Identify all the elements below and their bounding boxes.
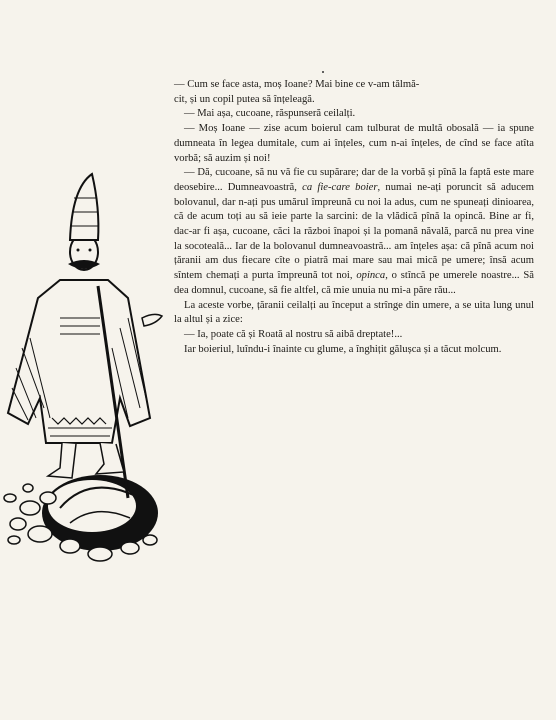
italic-word: opinca (356, 270, 386, 282)
story-text (174, 78, 534, 357)
peasant-illustration (0, 168, 170, 568)
paragraph-3: — Moș Ioane — zise acum boierul cam tulburat de multă obosală — ia spune dumneata în legea dumitale, cum ai înțeles, cum n-ai înțeles, de cînd se face atîta vorbă; să auzim și noi! (174, 123, 534, 164)
paragraph-5: La aceste vorbe, țăranii ceilalți au început a strînge din umere, a se uita lung unul la altul și a zice: (174, 299, 534, 326)
print-speck (322, 71, 324, 73)
paragraph-2: — Mai așa, cucoane, răspunseră ceilalți. (184, 108, 356, 120)
italic-phrase: ca fie-care boier (302, 181, 378, 193)
paragraph-1: — Cum se face asta, moș Ioane? Mai bine ce v-am tălmă- cit, și un copil putea să înțeleagă. (174, 79, 420, 105)
paragraph-4: — Dă, cucoane, să nu vă fie cu supărare; dar de la vorbă și pînă la faptă este mare deosebire... Dumneavoastră, ca fie-care boier, numai ne-ați poruncit să aducem bolovanul, dar n-ați pus umărul împreună cu noi la adus, cum ne spuneați dinioarea, că de acum toți au să ieie parte la sarcini: de la vlădică pînă la opincă. Bine ar fi, dac-ar fi așa, cucoane, căci la război înapoi și la pomană năvală, parcă nu prea vine la socoteală... Iar de la bolovanul dumneavoastră... am înțeles așa: că pînă acum noi țăranii am dus fiecare cîte o piatră mai mare sau mai mică pe umere; însă acum sîntem chemați a purta împreună tot noi, opinca, o stîncă pe umerele noastre... Să dea domnul, cucoane, să fie altfel, că mie unuia nu mi-a păre rău... (174, 167, 534, 296)
paragraph-6: — Ia, poate că și Roată al nostru să aibă dreptate!... (184, 328, 403, 340)
paragraph-7: Iar boieriul, luîndu-i înainte cu glume, a înghițit gălușca și a tăcut molcum. (184, 343, 502, 355)
